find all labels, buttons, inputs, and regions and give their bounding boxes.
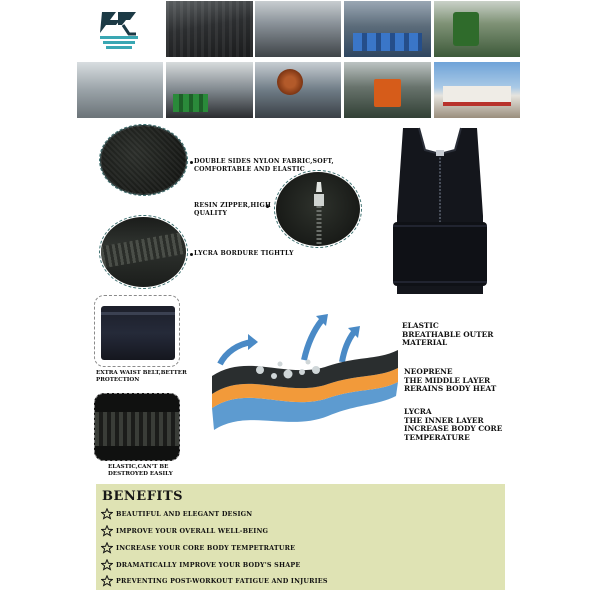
star-icon bbox=[101, 542, 113, 554]
benefit-text: BEAUTIFUL AND ELEGANT DESIGN bbox=[116, 510, 253, 518]
factory-photo-production-line bbox=[166, 62, 253, 118]
benefits-panel bbox=[96, 484, 505, 590]
factory-photo-roller bbox=[255, 62, 341, 118]
outer-layer-label: ELASTIC BREATHABLE OUTER MATERIAL bbox=[402, 321, 494, 348]
fabric-layers-diagram bbox=[208, 312, 402, 454]
factory-photo-machine bbox=[434, 1, 520, 57]
benefit-text: IMPROVE YOUR OVERALL WELL-BEING bbox=[116, 527, 269, 535]
benefits-title: BENEFITS bbox=[102, 489, 184, 504]
brand-logo-icon bbox=[96, 6, 142, 52]
factory-photo-workers bbox=[344, 1, 431, 57]
star-icon bbox=[101, 508, 113, 520]
middle-layer-label: NEOPRENE THE MIDDLE LAYER RERAINS BODY HEAT bbox=[404, 367, 497, 394]
factory-photo-laminator bbox=[344, 62, 431, 118]
star-icon bbox=[101, 575, 113, 587]
lycra-pointer-dot bbox=[190, 253, 193, 256]
lycra-closeup-image bbox=[101, 217, 186, 287]
elastic-stitch-closeup-image bbox=[94, 393, 180, 461]
inner-layer-label: LYCRA THE INNER LAYER INCREASE BODY CORE TEMPERATURE bbox=[404, 407, 503, 442]
waist-belt-closeup-image bbox=[94, 295, 180, 367]
fabric-feature-label: DOUBLE SIDES NYLON FABRIC,SOFT, COMFORTABLE AND ELASTIC bbox=[194, 158, 334, 173]
benefit-item bbox=[101, 525, 268, 537]
benefit-item bbox=[101, 542, 295, 554]
star-icon bbox=[101, 559, 113, 571]
zipper-closeup-image bbox=[276, 172, 360, 246]
benefit-item bbox=[101, 575, 328, 587]
belt-feature-label: EXTRA WAIST BELT,BETTER PROTECTION bbox=[96, 370, 187, 383]
elastic-feature-label: ELASTIC,CAN'T BE DESTROYED EASILY bbox=[108, 464, 173, 477]
factory-photo-building bbox=[434, 62, 520, 118]
fabric-closeup-image bbox=[101, 126, 186, 194]
factory-photo-fabric-rolls bbox=[166, 1, 253, 57]
star-icon bbox=[101, 525, 113, 537]
benefit-text: INCREASE YOUR CORE BODY TEMPETRATURE bbox=[116, 544, 296, 552]
factory-photo-storage bbox=[77, 62, 163, 118]
zipper-feature-label: RESIN ZIPPER,HIGH QUALITY bbox=[194, 202, 272, 217]
benefit-text: PREVENTING POST-WORKOUT FATIGUE AND INJURIES bbox=[116, 577, 328, 585]
benefit-text: DRAMATICALLY IMPROVE YOUR BODY'S SHAPE bbox=[116, 561, 301, 569]
zipper-icon bbox=[276, 172, 360, 246]
fabric-pointer-dot bbox=[190, 161, 193, 164]
benefit-item bbox=[101, 559, 300, 571]
lycra-feature-label: LYCRA BORDURE TIGHTLY bbox=[194, 250, 294, 257]
waist-trainer-vest-image bbox=[385, 126, 495, 294]
benefit-item bbox=[101, 508, 252, 520]
factory-photo-workshop bbox=[255, 1, 341, 57]
